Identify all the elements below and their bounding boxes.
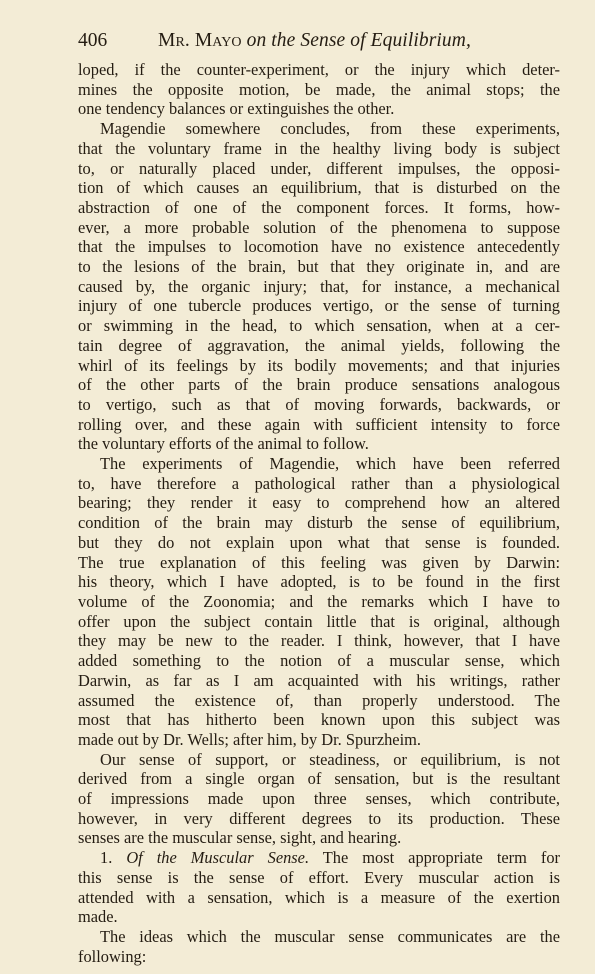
text-line: that the impulses to locomotion have no existence antecedently	[78, 237, 560, 257]
text-line: attended with a sensation, which is a measure of the exertion	[78, 887, 560, 907]
text-line: following:	[78, 946, 147, 966]
text-line: loped, if the counter-experiment, or the injury which deter-	[78, 60, 560, 79]
text-line: one tendency balances or extinguishes the other.	[78, 99, 395, 119]
text-line: assumed the existence of, than properly understood. The	[78, 690, 560, 710]
text-line: tion of which causes an equilibrium, that is disturbed on the	[78, 178, 560, 198]
text-line: to, or naturally placed under, different impulses, the opposi-	[78, 158, 560, 178]
text-line: or swimming in the head, to which sensation, when at a cer-	[78, 316, 560, 336]
section-title: Of the Muscular Sense.	[126, 848, 310, 868]
text-line: injury of one tubercle produces vertigo, or the sense of turning	[78, 296, 560, 316]
text-line: abstraction of one of the component forces. It forms, how-	[78, 197, 560, 217]
text-line: tain degree of aggravation, the animal yields, following the	[78, 335, 560, 355]
running-head-title: on the Sense of Equilibrium,	[246, 30, 471, 51]
text-line: offer upon the subject contain little that is original, although	[78, 611, 560, 631]
text-line: senses are the muscular sense, sight, and hearing.	[78, 828, 402, 848]
text-line: whirl of its feelings by its bodily movements; and that injuries	[78, 355, 560, 375]
text-line: volume of the Zoonomia; and the remarks which I have to	[78, 591, 560, 611]
text-line: mines the opposite motion, be made, the animal stops; the	[78, 79, 560, 99]
text-line: this sense is the sense of effort. Every muscular action is	[78, 867, 560, 887]
text-line: made.	[78, 907, 118, 927]
section-heading-line	[78, 848, 560, 868]
text-line: made out by Dr. Wells; after him, by Dr. Spurzheim.	[78, 729, 421, 749]
text-line: to, have therefore a pathological rather than a physiological	[78, 473, 560, 493]
text-line: derived from a single organ of sensation, but is the resultant	[78, 769, 560, 789]
page-number: 406	[78, 30, 108, 51]
text-line: added something to the notion of a muscular sense, which	[78, 651, 560, 671]
page-header	[78, 30, 560, 56]
section-line-text: The most appropriate term for	[322, 848, 560, 868]
text-line: they may be new to the reader. I think, however, that I have	[78, 631, 560, 651]
text-line: The true explanation of this feeling was given by Darwin:	[78, 552, 560, 572]
text-line: most that has hitherto been known upon this subject was	[78, 710, 560, 730]
text-line: Darwin, as far as I am acquainted with his writings, rather	[78, 670, 560, 690]
text-line: condition of the brain may disturb the sense of equilibrium,	[78, 513, 560, 533]
text-line: Magendie somewhere concludes, from these experiments,	[100, 119, 560, 139]
text-line: rolling over, and these again with sufficient intensity to force	[78, 414, 560, 434]
text-line: ever, a more probable solution of the phenomena to suppose	[78, 217, 560, 237]
text-line: but they do not explain upon what that sense is founded.	[78, 532, 560, 552]
running-head	[158, 30, 471, 52]
body-text	[78, 60, 560, 966]
text-line: Our sense of support, or steadiness, or equilibrium, is not	[100, 749, 560, 769]
text-line: bearing; they render it easy to comprehend how an altered	[78, 493, 560, 513]
text-line: The ideas which the muscular sense communicates are the	[100, 926, 560, 946]
running-head-author: Mr. Mayo	[158, 30, 242, 51]
text-line: the voluntary efforts of the animal to follow.	[78, 434, 369, 454]
text-line: to vertigo, such as that of moving forwards, backwards, or	[78, 394, 560, 414]
text-line: that the voluntary frame in the healthy living body is subject	[78, 138, 560, 158]
text-line: of the other parts of the brain produce sensations analogous	[78, 375, 560, 395]
text-line: of impressions made upon three senses, which contribute,	[78, 789, 560, 809]
text-line: however, in very different degrees to its production. These	[78, 808, 560, 828]
text-line: caused by, the organic injury; that, for instance, a mechanical	[78, 276, 560, 296]
section-number: 1.	[100, 848, 113, 868]
text-line: his theory, which I have adopted, is to be found in the first	[78, 572, 560, 592]
text-line: to the lesions of the brain, but that they originate in, and are	[78, 257, 560, 277]
text-line: The experiments of Magendie, which have been referred	[100, 454, 560, 474]
